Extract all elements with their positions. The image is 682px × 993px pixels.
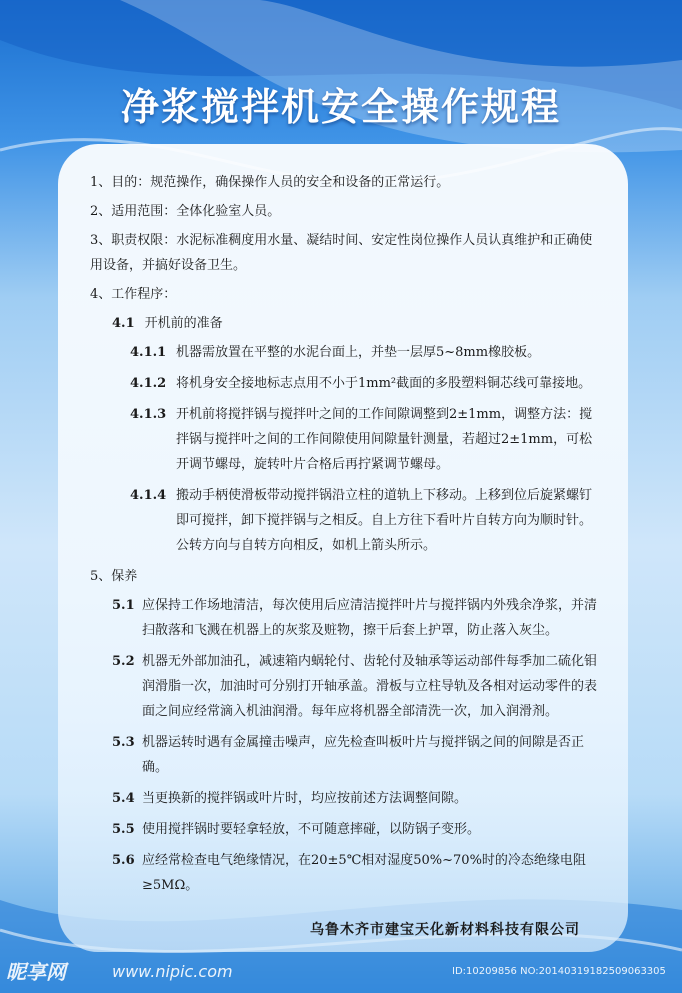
item-5-2-text: 机器无外部加油孔，减速箱内蜗轮付、齿轮付及轴承等运动部件每季加二硫化钼润滑脂一次，加油时可分别打开轴承盖。滑板与立柱导轨及各相对运动零件的表面之间应经常滴入机油润滑。每年应将机器全部清洗一次，加入润滑剂。 (142, 654, 598, 719)
item-5-3-number: 5.3 (112, 735, 135, 750)
item-5-1-number: 5.1 (112, 598, 135, 613)
subsection-4-1 (90, 311, 600, 336)
item-5-2-number: 5.2 (112, 654, 135, 669)
item-4-1-3-number: 4.1.3 (130, 407, 167, 422)
item-5-6-text: 应经常检查电气绝缘情况，在20±5℃相对湿度50%~70%时的冷态绝缘电阻≥5MΩ。 (142, 853, 586, 893)
item-5-4 (90, 786, 600, 811)
item-4-1-2 (90, 371, 600, 396)
section-responsibility: 3、职责权限：水泥标准稠度用水量、凝结时间、安定性岗位操作人员认真维护和正确使用设备，并搞好设备卫生。 (90, 233, 593, 273)
item-4-1-3-text: 开机前将搅拌锅与搅拌叶之间的工作间隙调整到2±1mm，调整方法：搅拌锅与搅拌叶之间的工作间隙使用间隙量针测量，若超过2±1mm，可松开调节螺母，旋转叶片合格后再拧紧调节螺母。 (176, 407, 593, 472)
item-5-2 (90, 649, 600, 724)
item-4-1-1-text: 机器需放置在平整的水泥台面上，并垫一层厚5~8mm橡胶板。 (176, 345, 541, 360)
section-scope: 2、适用范围：全体化验室人员。 (90, 204, 281, 219)
item-4-1-4-text: 搬动手柄使滑板带动搅拌锅沿立柱的道轨上下移动。上移到位后旋紧螺钉即可搅拌，卸下搅拌锅与之相反。自上方往下看叶片自转方向为顺时针。公转方向与自转方向相反，如机上箭头所示。 (176, 488, 593, 553)
item-5-5 (90, 817, 600, 842)
item-5-5-text: 使用搅拌锅时要轻拿轻放，不可随意摔碰，以防锅子变形。 (142, 822, 481, 837)
regulation-content (90, 170, 600, 904)
item-5-3 (90, 730, 600, 780)
item-5-1-text: 应保持工作场地清洁，每次使用后应清洁搅拌叶片与搅拌锅内外残余净浆，并清扫散落和飞溅在机器上的灰浆及赃物，擦干后套上护罩，防止落入灰尘。 (142, 598, 598, 638)
item-4-1-4-number: 4.1.4 (130, 488, 167, 503)
section-procedure: 4、工作程序： (90, 287, 177, 302)
item-4-1-4 (90, 483, 600, 558)
subsection-4-1-number: 4.1 (112, 316, 135, 331)
watermark-id: ID:10209856 NO:20140319182509063305 (452, 966, 666, 977)
item-4-1-1 (90, 340, 600, 365)
section-maintenance: 5、保养 (90, 569, 138, 584)
item-4-1-1-number: 4.1.1 (130, 345, 167, 360)
subsection-4-1-title: 开机前的准备 (144, 316, 223, 331)
item-4-1-2-number: 4.1.2 (130, 376, 167, 391)
watermark-logo: 昵享网 (6, 960, 66, 984)
watermark-url: www.nipic.com (112, 962, 233, 981)
item-5-4-text: 当更换新的搅拌锅或叶片时，均应按前述方法调整间隙。 (142, 791, 468, 806)
page-title: 净浆搅拌机安全操作规程 (120, 84, 561, 129)
item-5-6-number: 5.6 (112, 853, 135, 868)
item-5-1 (90, 593, 600, 643)
item-4-1-3 (90, 402, 600, 477)
company-name: 乌鲁木齐市建宝天化新材料科技有限公司 (310, 922, 580, 938)
item-5-6 (90, 848, 600, 898)
item-4-1-2-text: 将机身安全接地标志点用不小于1mm²截面的多股塑料铜芯线可靠接地。 (176, 376, 592, 391)
section-purpose: 1、目的：规范操作，确保操作人员的安全和设备的正常运行。 (90, 175, 450, 190)
item-5-4-number: 5.4 (112, 791, 135, 806)
item-5-5-number: 5.5 (112, 822, 135, 837)
item-5-3-text: 机器运转时遇有金属撞击噪声，应先检查叫板叶片与搅拌锅之间的间隙是否正确。 (142, 735, 585, 775)
